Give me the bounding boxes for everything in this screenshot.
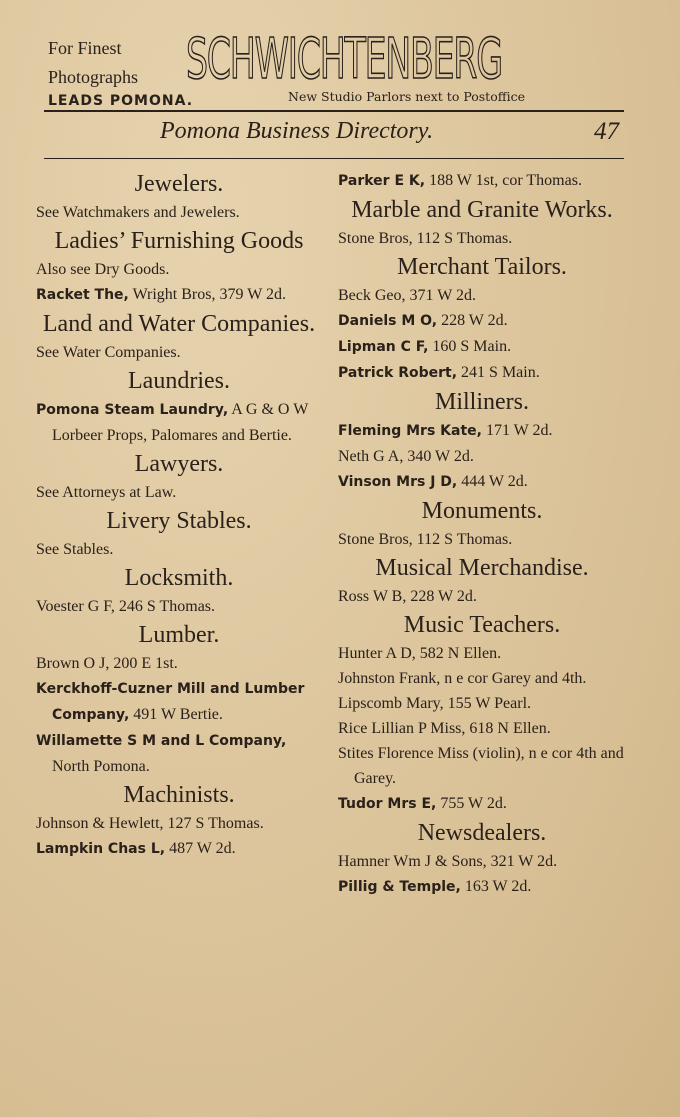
listing-detail: Hamner Wm J & Sons, 321 W 2d.: [338, 853, 558, 870]
tagline-line-1: For Finest: [48, 38, 122, 58]
listing-entry: [338, 226, 626, 251]
listing-detail: Stone Bros, 112 S Thomas.: [338, 230, 513, 247]
listing-detail: Also see Dry Goods.: [36, 261, 170, 278]
listing-entry: [36, 480, 322, 505]
advert-tagline: [48, 34, 193, 110]
listing-detail: Voester G F, 246 S Thomas.: [36, 598, 216, 615]
section-heading: Laundries.: [128, 368, 230, 394]
listing-detail: Beck Geo, 371 W 2d.: [338, 287, 477, 304]
listing-detail: Johnston Frank, n e cor Garey and 4th.: [338, 670, 587, 687]
listing-detail: 188 W 1st, cor Thomas.: [425, 172, 582, 189]
listing-name: Patrick Robert,: [338, 365, 458, 381]
listing-detail: 160 S Main.: [428, 338, 512, 355]
listing-entry: [338, 360, 626, 386]
left-column: [36, 168, 322, 862]
listing-entry: [338, 741, 626, 791]
header-rule-bottom: [44, 158, 624, 159]
listing-detail: Lipscomb Mary, 155 W Pearl.: [338, 695, 532, 712]
listing-entry: [36, 257, 322, 282]
section-heading: Locksmith.: [124, 565, 234, 591]
listing-detail: 491 W Bertie.: [129, 706, 223, 723]
section-heading: Newsdealers.: [417, 820, 547, 846]
listing-entry: [338, 584, 626, 609]
listing-name: Lampkin Chas L,: [36, 841, 166, 857]
right-column: [338, 168, 626, 900]
listing-detail: See Watchmakers and Jewelers.: [36, 204, 240, 221]
listing-detail: See Attorneys at Law.: [36, 484, 177, 501]
listing-detail: Brown O J, 200 E 1st.: [36, 655, 178, 672]
listing-detail: 163 W 2d.: [460, 878, 532, 895]
listing-entry: [338, 283, 626, 308]
listing-entry: [338, 168, 626, 194]
section-heading: Livery Stables.: [106, 508, 252, 534]
listing-entry: [36, 676, 322, 728]
listing-detail: Johnson & Hewlett, 127 S Thomas.: [36, 815, 264, 832]
header-rule-top: [44, 110, 624, 112]
listing-detail: 755 W 2d.: [436, 795, 507, 812]
listing-detail: 228 W 2d.: [437, 312, 508, 329]
section-heading: Merchant Tailors.: [397, 254, 567, 280]
listing-name: Racket The,: [36, 287, 129, 303]
listing-name: Kerckhoff-Cuzner Mill and Lumber Company,: [36, 681, 305, 723]
section-heading: Ladies’ Furnishing Goods: [54, 228, 304, 254]
listing-entry: [36, 594, 322, 619]
listing-entry: [338, 716, 626, 741]
listing-detail: A G & O W Lorbeer Props, Palomares and Bertie.: [52, 401, 309, 444]
listing-name: Vinson Mrs J D,: [338, 474, 458, 490]
listing-name: Daniels M O,: [338, 313, 438, 329]
listing-name: Parker E K,: [338, 173, 426, 189]
listing-name: Fleming Mrs Kate,: [338, 423, 482, 439]
listing-name: Lipman C F,: [338, 339, 429, 355]
listing-detail: Hunter A D, 582 N Ellen.: [338, 645, 502, 662]
section-heading: Lawyers.: [134, 451, 224, 477]
listing-entry: [36, 651, 322, 676]
section-heading: Marble and Granite Works.: [351, 197, 613, 223]
page-number: 47: [594, 118, 619, 145]
listing-entry: [338, 849, 626, 874]
listing-detail: See Stables.: [36, 541, 114, 558]
listing-detail: Wright Bros, 379 W 2d.: [128, 286, 286, 303]
studio-name: SCHWICHTENBERG: [186, 27, 502, 92]
section-heading: Milliners.: [435, 389, 529, 415]
section-heading: Land and Water Companies.: [42, 311, 316, 337]
listing-name: Willamette S M and L Company,: [36, 733, 287, 749]
section-heading: Monuments.: [421, 498, 543, 524]
section-heading: Lumber.: [138, 622, 220, 648]
listing-detail: Rice Lillian P Miss, 618 N Ellen.: [338, 720, 551, 737]
listing-entry: [338, 641, 626, 666]
listing-entry: [36, 728, 322, 779]
listing-detail: Stone Bros, 112 S Thomas.: [338, 531, 513, 548]
section-heading: Musical Merchandise.: [375, 555, 589, 581]
listing-detail: Ross W B, 228 W 2d.: [338, 588, 477, 605]
listing-entry: [36, 200, 322, 225]
listing-entry: [338, 308, 626, 334]
listing-detail: 487 W 2d.: [165, 840, 236, 857]
listing-entry: [36, 282, 322, 308]
directory-title: Pomona Business Directory.: [160, 118, 434, 144]
listing-entry: [338, 691, 626, 716]
listing-name: Pomona Steam Laundry,: [36, 402, 229, 418]
tagline-line-2: Photographs: [48, 67, 138, 87]
listing-entry: [36, 397, 322, 448]
listing-detail: 241 S Main.: [457, 364, 540, 381]
listing-detail: North Pomona.: [52, 758, 150, 775]
listing-entry: [338, 418, 626, 444]
listing-entry: [338, 527, 626, 552]
studio-note: New Studio Parlors next to Postoffice: [288, 89, 525, 104]
listing-entry: [36, 340, 322, 365]
tagline-line-3: LEADS POMONA.: [48, 93, 194, 109]
listing-detail: See Water Companies.: [36, 344, 181, 361]
listing-detail: Neth G A, 340 W 2d.: [338, 448, 474, 465]
listing-detail: 444 W 2d.: [457, 473, 528, 490]
listing-entry: [338, 444, 626, 469]
listing-entry: [338, 874, 626, 900]
section-heading: Machinists.: [123, 782, 235, 808]
listing-entry: [338, 666, 626, 691]
listing-entry: [338, 469, 626, 495]
listing-entry: [338, 791, 626, 817]
listing-entry: [36, 537, 322, 562]
listing-entry: [338, 334, 626, 360]
listing-entry: [36, 836, 322, 862]
section-heading: Music Teachers.: [403, 612, 561, 638]
section-heading: Jewelers.: [134, 171, 224, 197]
listing-detail: Stites Florence Miss (violin), n e cor 4th and Garey.: [338, 745, 624, 787]
listing-name: Tudor Mrs E,: [338, 796, 437, 812]
listing-entry: [36, 811, 322, 836]
listing-detail: 171 W 2d.: [481, 422, 553, 439]
listing-name: Pillig & Temple,: [338, 879, 461, 895]
